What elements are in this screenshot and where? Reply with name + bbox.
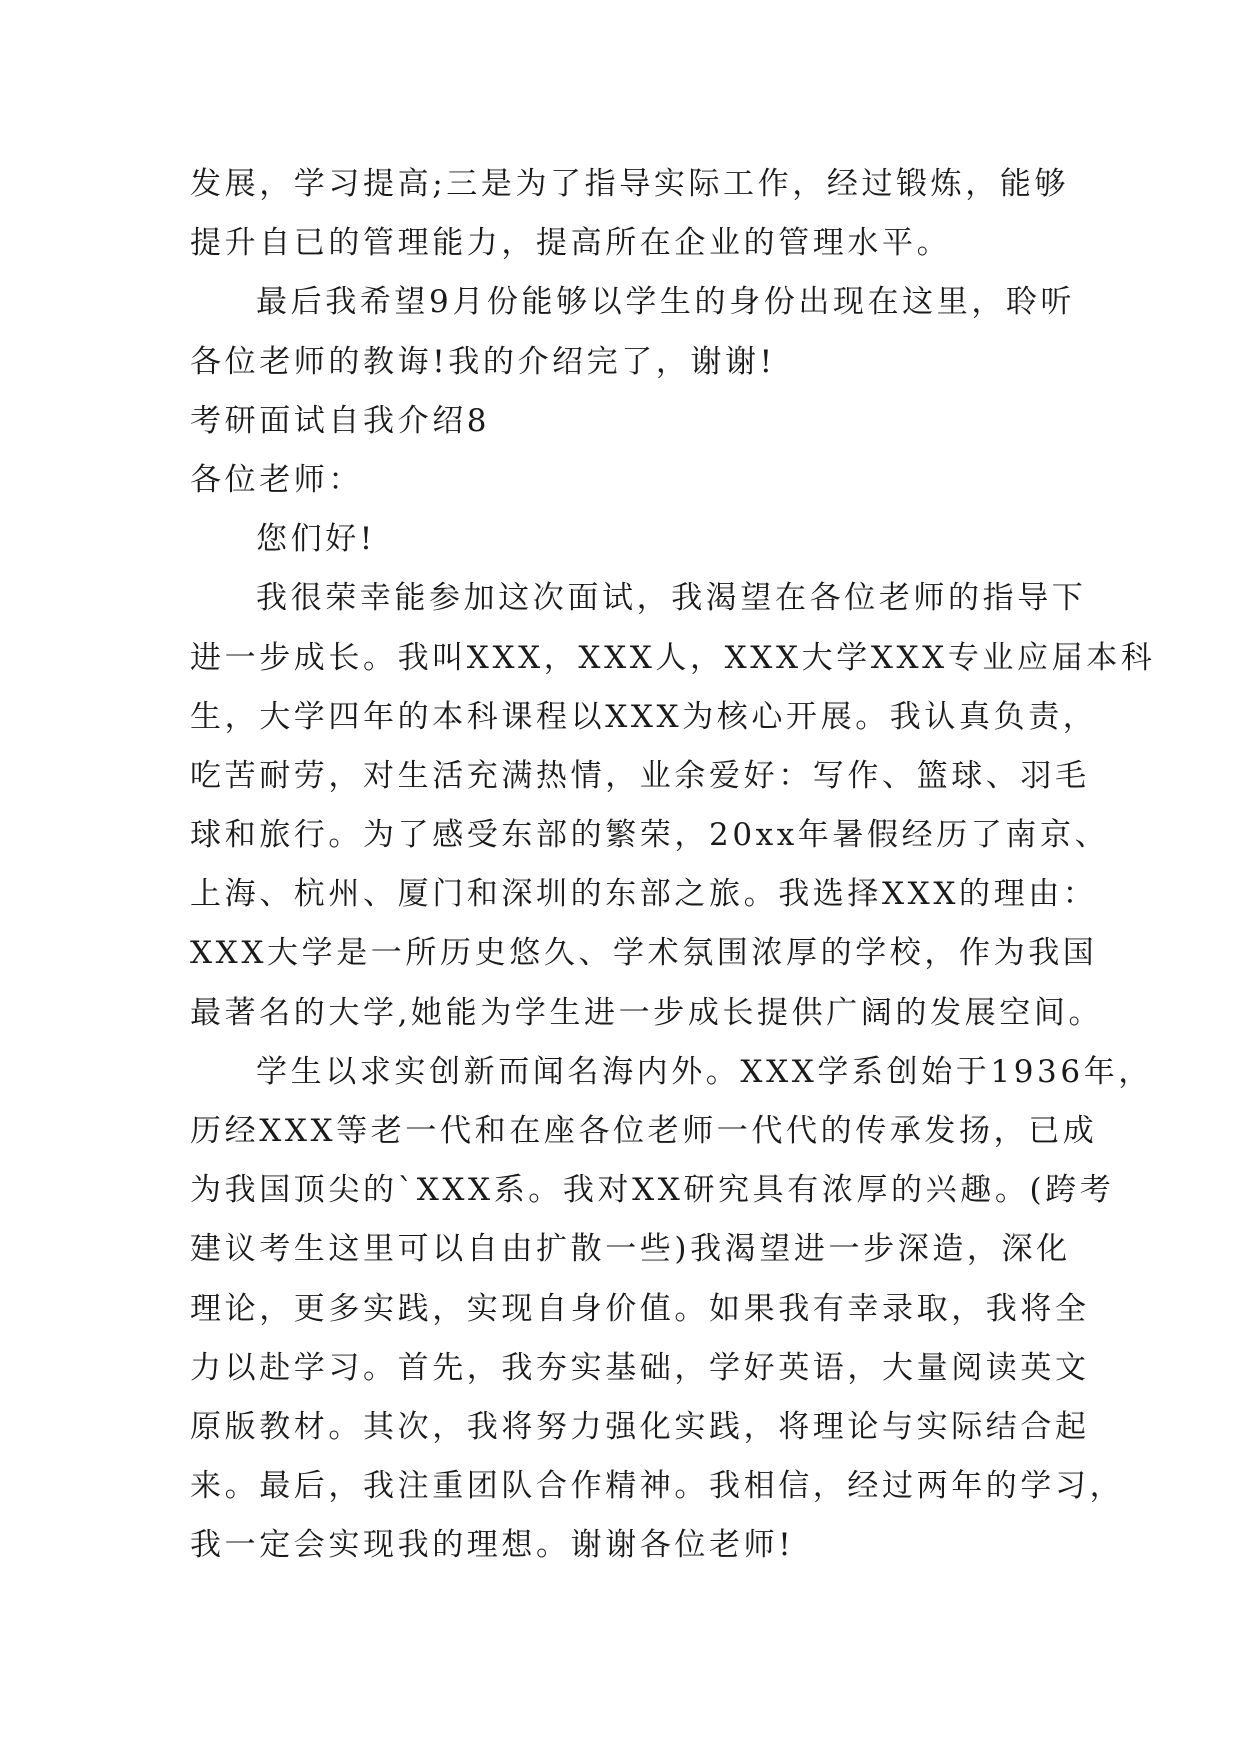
body-line: 我一定会实现我的理想。谢谢各位老师! [190,1527,795,1564]
body-line: 吃苦耐劳，对生活充满热情，业余爱好：写作、篮球、羽毛 [190,757,1090,794]
body-line: 提升自已的管理能力，提高所在企业的管理水平。 [190,225,952,262]
body-line: 生，大学四年的本科课程以XXX为核心开展。我认真负责， [190,698,1098,735]
body-line: 上海、杭州、厦门和深圳的东部之旅。我选择XXX的理由： [190,876,1098,913]
section-heading: 考研面试自我介绍8 [190,402,491,439]
body-line: 发展，学习提高;三是为了指导实际工作，经过锻炼，能够 [190,166,1070,202]
body-line: 力以赴学习。首先，我夯实基础，学好英语，大量阅读英文 [190,1349,1090,1386]
paragraph-first-line: 我很荣幸能参加这次面试，我渴望在各位老师的指导下 [256,580,1087,617]
body-line: 进一步成长。我叫XXX，XXX人，XXX大学XXX专业应届本科 [190,639,1156,676]
body-line: 为我国顶尖的`XXX系。我对XX研究具有浓厚的兴趣。(跨考 [190,1172,1115,1209]
paragraph-first-line: 最后我希望9月份能够以学生的身份出现在这里，聆听 [256,284,1076,321]
body-line: 理论，更多实践，实现自身价值。如果我有幸录取，我将全 [190,1290,1090,1327]
body-line: 球和旅行。为了感受东部的繁荣，20xx年暑假经历了南京、 [190,817,1110,854]
body-line: 历经XXX等老一代和在座各位老师一代代的传承发扬，已成 [190,1113,1098,1149]
document-body [190,155,1156,1576]
body-line: 最著名的大学,她能为学生进一步成长提供广阔的发展空间。 [190,994,1104,1031]
body-line: 建议考生这里可以自由扩散一些)我渴望进一步深造，深化 [190,1231,1071,1268]
greeting: 您们好! [256,521,376,558]
body-line: 原版教材。其次，我将努力强化实践，将理论与实际结合起 [190,1408,1090,1445]
body-line: 各位老师的教诲!我的介绍完了，谢谢! [190,343,776,380]
body-line: 来。最后，我注重团队合作精神。我相信，经过两年的学习， [190,1468,1125,1505]
body-line: XXX大学是一所历史悠久、学术氛围浓厚的学校，作为我国 [190,935,1098,972]
salutation: 各位老师： [190,461,363,498]
paragraph-first-line: 学生以求实创新而闻名海内外。XXX学系创始于1936年， [256,1053,1153,1090]
